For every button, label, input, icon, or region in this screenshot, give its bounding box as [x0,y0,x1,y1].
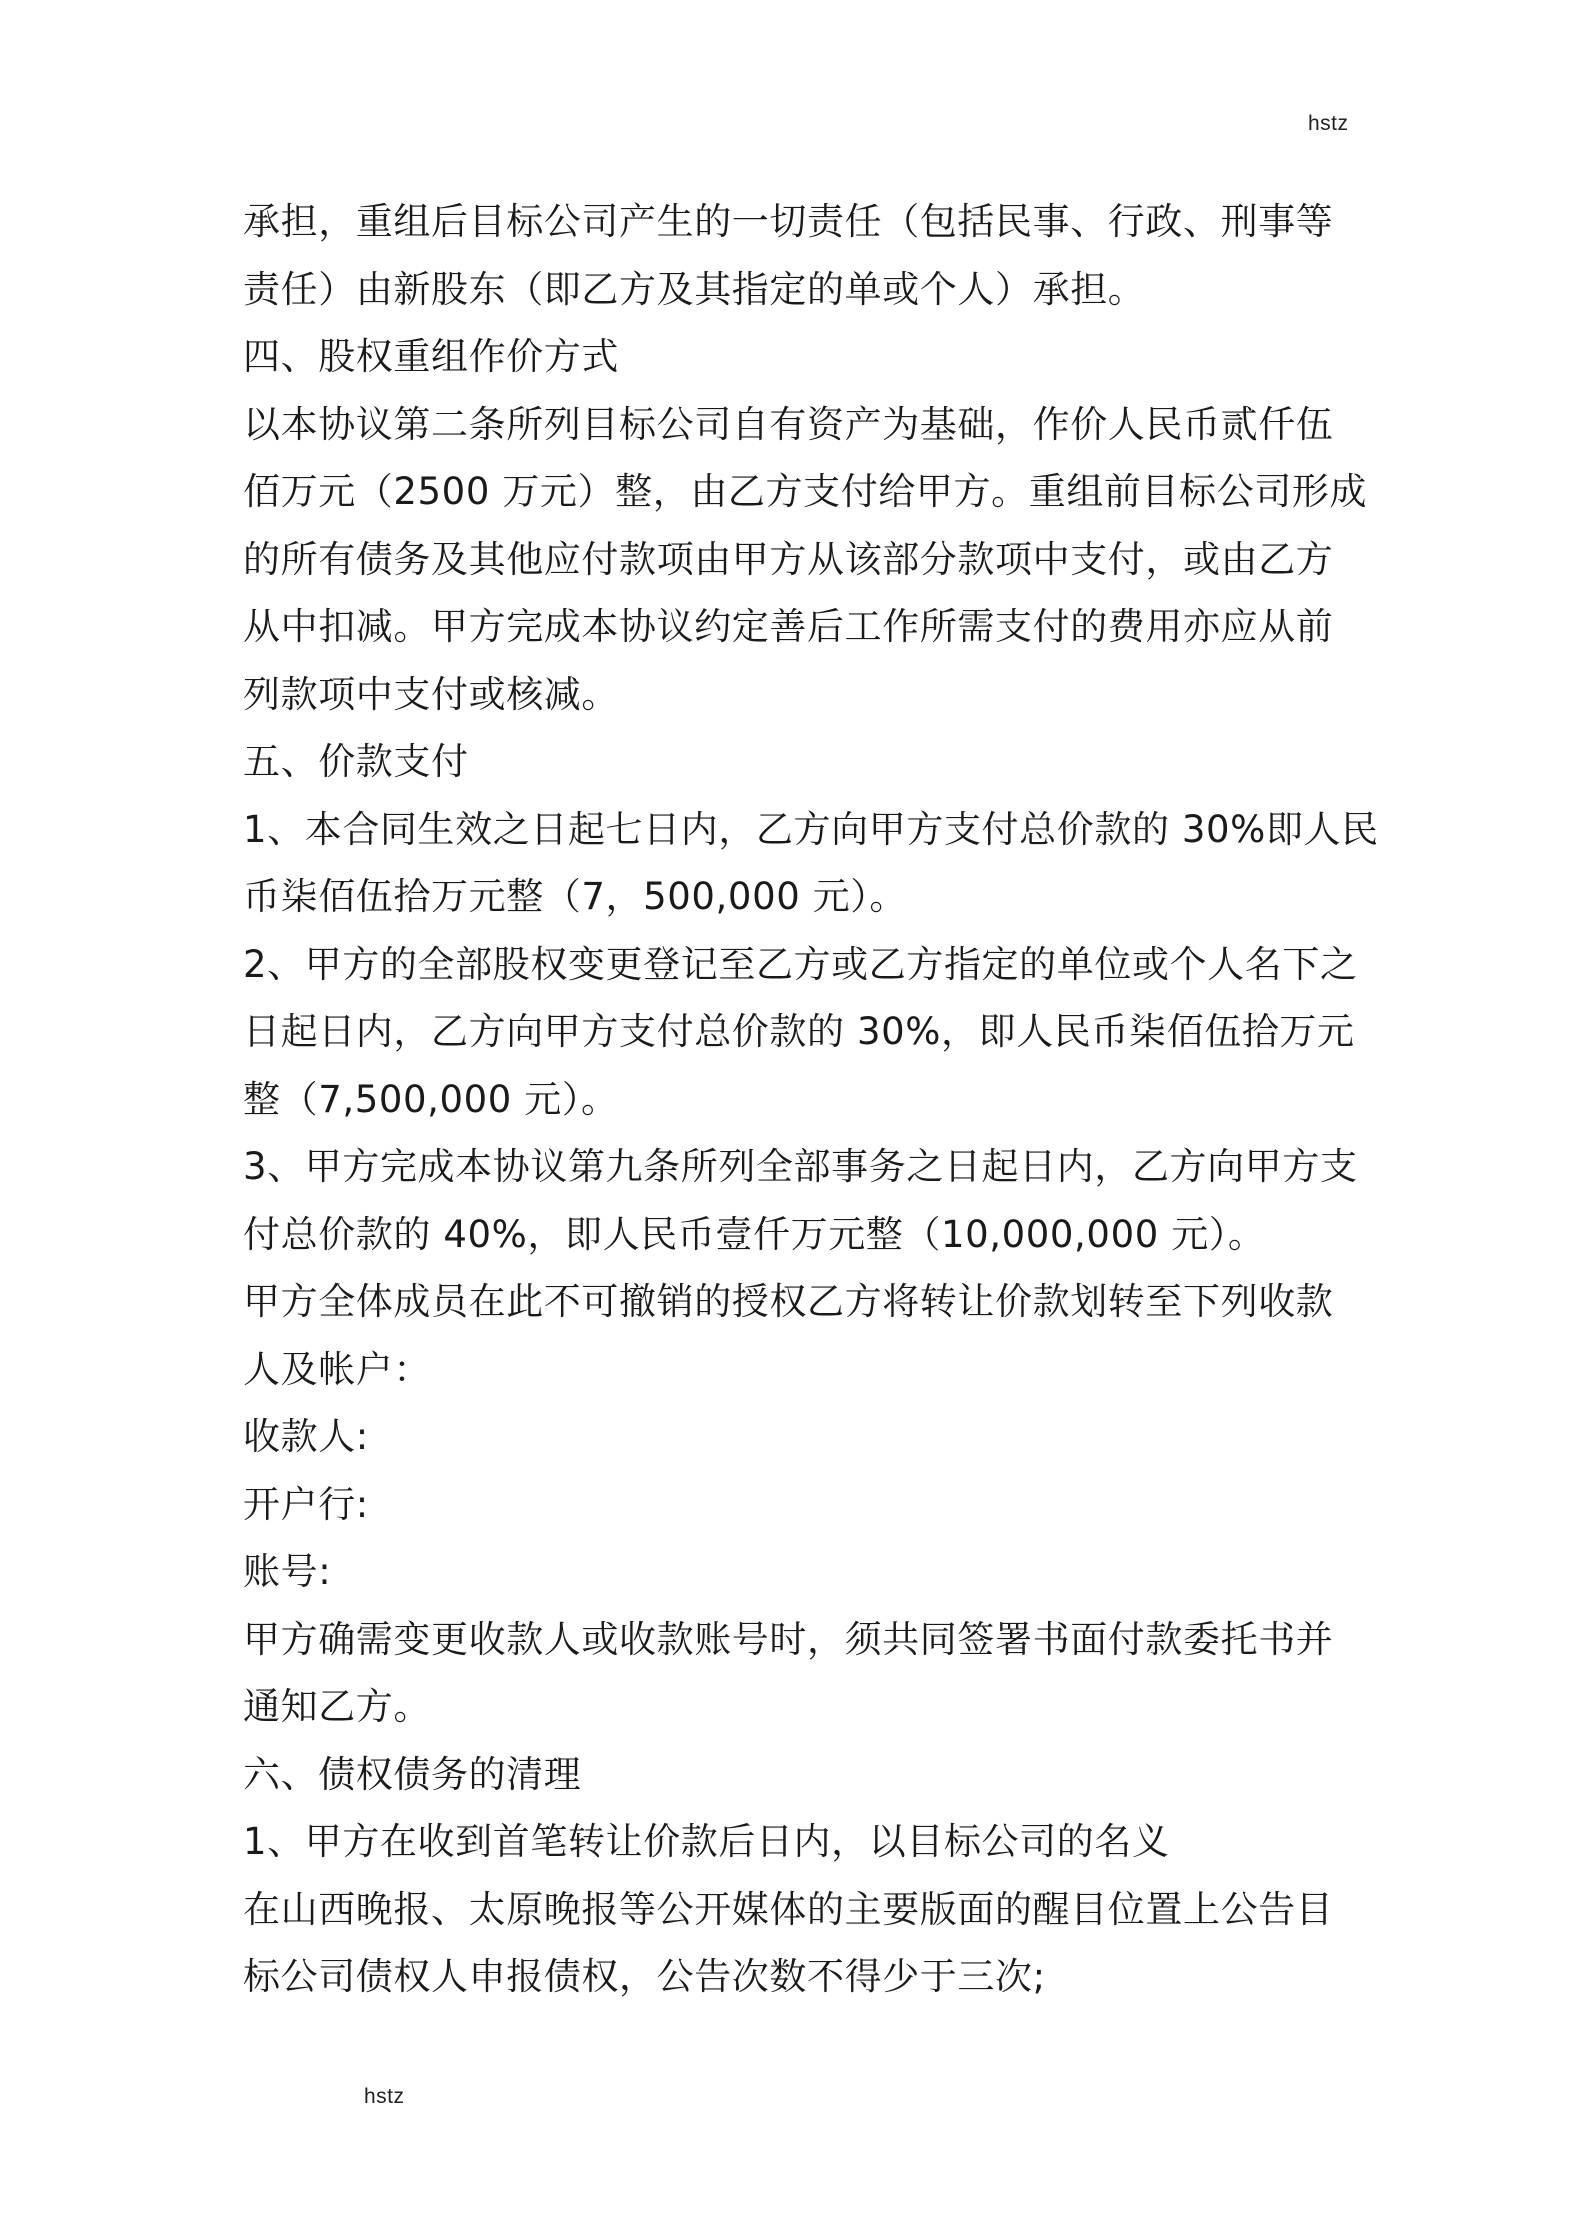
payee-label: 收款人: [243,1415,369,1458]
account-label: 账号: [243,1550,332,1593]
page-header-mark: hstz [1308,112,1349,135]
text-line: 3、甲方完成本协议第九条所列全部事务之日起日内，乙方向甲方支 [243,1145,1358,1188]
section-heading: 六、债权债务的清理 [243,1752,582,1796]
section-heading: 四、股权重组作价方式 [243,335,619,378]
text-line: 付总价款的 40%，即人民币壹仟万元整（10,000,000 元）。 [243,1212,1266,1256]
bank-label: 开户行: [243,1482,369,1526]
text-line: 的所有债务及其他应付款项由甲方从该部分款项中支付，或由乙方 [243,537,1334,581]
section-heading: 五、价款支付 [243,740,469,783]
text-line: 列款项中支付或核减。 [243,672,619,716]
text-line: 责任）由新股东（即乙方及其指定的单或个人）承担。 [243,267,1146,311]
text-line: 币柒佰伍拾万元整（7，500,000 元）。 [243,875,908,918]
document-body [243,188,1379,2011]
text-line: 日起日内，乙方向甲方支付总价款的 30%，即人民币柒佰伍拾万元 [243,1010,1355,1053]
text-line: 标公司债权人申报债权，公告次数不得少于三次; [243,1955,1046,1998]
text-line: 整（7,500,000 元）。 [243,1077,619,1121]
text-line: 在山西晚报、太原晚报等公开媒体的主要版面的醒目位置上公告目 [243,1887,1334,1931]
text-line: 1、甲方在收到首笔转让价款后日内，以目标公司的名义 [243,1820,1170,1863]
text-line: 1、本合同生效之日起七日内，乙方向甲方支付总价款的 30%即人民 [243,807,1379,851]
text-line: 2、甲方的全部股权变更登记至乙方或乙方指定的单位或个人名下之 [243,942,1358,986]
text-line: 通知乙方。 [243,1685,431,1728]
text-line: 承担，重组后目标公司产生的一切责任（包括民事、行政、刑事等 [243,200,1334,243]
text-line: 人及帐户： [243,1347,431,1391]
text-line: 甲方全体成员在此不可撤销的授权乙方将转让价款划转至下列收款 [243,1280,1334,1323]
text-line: 佰万元（2500 万元）整，由乙方支付给甲方。重组前目标公司形成 [243,470,1368,513]
text-line: 以本协议第二条所列目标公司自有资产为基础，作价人民币贰仟伍 [243,402,1334,446]
text-line: 从中扣减。甲方完成本协议约定善后工作所需支付的费用亦应从前 [243,605,1334,648]
text-line: 甲方确需变更收款人或收款账号时，须共同签署书面付款委托书并 [243,1617,1334,1661]
page-footer-mark: hstz [364,2085,405,2108]
